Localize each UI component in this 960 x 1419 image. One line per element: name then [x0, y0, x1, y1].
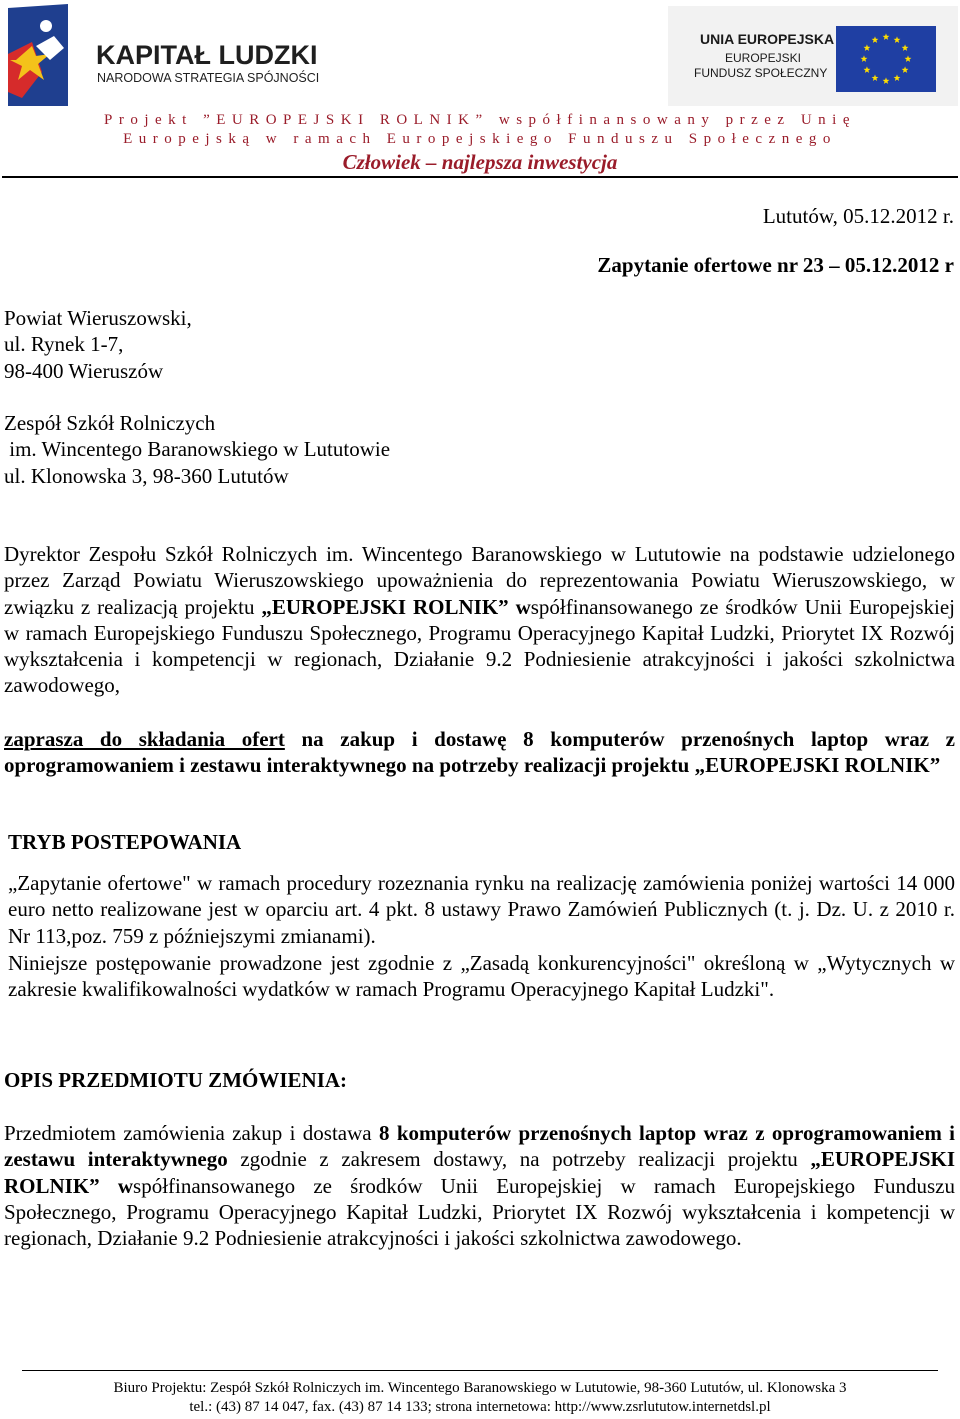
project-title-line2: Europejską w ramach Europejskiego Funduszu Społecznego	[123, 131, 837, 147]
project-title-line1: Projekt ”EUROPEJSKI ROLNIK” współfinansowany przez Unię	[103, 112, 856, 128]
motto: Człowiek – najlepsza inwestycja	[342, 150, 618, 174]
footer-line1: Biuro Projektu: Zespół Szkół Rolniczych im. Wincentego Baranowskiego w Lututowie, 98-360 Lututów, ul. Klonowska 3	[113, 1380, 847, 1396]
intro-part1: Dyrektor Zespołu Szkół Rolniczych im. Wincentego Baranowskiego w Lututowie na podstawie udzielonego przez Zarząd Powiatu Wieruszowskiego upoważnienia do reprezentowania Powiatu Wieruszowskiego, w związku z realizacją projektu	[4, 542, 955, 619]
subject-part2: zgodnie z zakresem dostawy, na potrzeby realizacji projektu	[227, 1147, 811, 1172]
school-line3: ul. Klonowska 3, 98-360 Lututów	[4, 463, 289, 488]
subject-bold2: „EUROPEJSKI ROLNIK” w	[4, 1147, 956, 1198]
subject-part1: Przedmiotem zamówienia zakup i dostawa	[4, 1121, 379, 1145]
header-divider	[2, 176, 958, 178]
intro-part2: spółfinansowanego ze środków Unii Europejskiej w ramach Europejskiego Funduszu Społecznego, Programu Operacyjnego Kapitał Ludzki, Priorytet IX Rozwój wykształcenia i kompetencji w regionach, Działanie 9.2 Podniesienie atrakcyjności i jakości szkolnictwa zawodowego,	[4, 594, 955, 698]
inquiry-title: Zapytanie ofertowe nr 23 – 05.12.2012 r	[597, 253, 954, 277]
subject-bold1: 8 komputerów przenośnych laptop wraz z oprogramowaniem i zestawu interaktywnego	[4, 1121, 955, 1172]
document-date: Lututów, 05.12.2012 r.	[762, 204, 954, 228]
subject-part3: spółfinansowanego ze środków Unii Europejskiej w ramach Europejskiego Funduszu Społecznego, Programu Operacyjnego Kapitał Ludzki, Priorytet IX Rozwój wykształcenia i kompetencji w regionach, Działanie 9.2 Podniesienie atrakcyjności i jakości szkolnictwa zawodowego.	[4, 1173, 955, 1251]
invitation-underlined: zaprasza do składania ofert	[4, 727, 285, 751]
eu-logo-line2: EUROPEJSKI	[725, 51, 802, 65]
intro-paragraph	[4, 541, 955, 699]
recipient-line3: 98-400 Wieruszów	[4, 358, 164, 383]
school-address	[4, 410, 390, 489]
kapital-ludzki-emblem-icon	[8, 4, 68, 106]
procedure-paragraph2: Niniejsze postępowanie prowadzone jest zgodnie z „Zasadą konkurencyjności" określoną w „Wytycznych w zakresie kwalifikowalności wydatków w ramach Programu Operacyjnego Kapitał Ludzki".	[8, 951, 955, 1002]
eu-social-fund-logo	[668, 6, 958, 106]
subject-paragraph	[4, 1120, 955, 1251]
kapital-ludzki-title: KAPITAŁ LUDZKI	[96, 40, 318, 70]
footer-line2: tel.: (43) 87 14 047, fax. (43) 87 14 133; strona internetowa: http://www.zsrlututow.internetdsl.pl	[189, 1399, 771, 1415]
footer-divider	[22, 1370, 938, 1371]
recipient-address	[4, 305, 192, 384]
procedure-paragraph1: „Zapytanie ofertowe" w ramach procedury rozeznania rynku na realizację zamówienia poniżej wartości 14 000 euro netto realizowane jest w oparciu art. 4 pkt. 8 ustawy Prawo Zamówień Publicznych (t. j. Dz. U. z 2010 r. Nr 113,poz. 759 z późniejszymi zmianami).	[8, 871, 955, 948]
subject-heading: OPIS PRZEDMIOTU ZMÓWIENIA:	[4, 1068, 348, 1092]
procedure-heading: TRYB POSTEPOWANIA	[8, 830, 242, 854]
eu-logo-line1: UNIA EUROPEJSKA	[700, 31, 835, 47]
eu-logo-line3: FUNDUSZ SPOŁECZNY	[694, 66, 828, 80]
kapital-ludzki-logo	[2, 2, 342, 106]
school-line1: Zespół Szkół Rolniczych	[4, 411, 216, 435]
kapital-ludzki-subtitle: NARODOWA STRATEGIA SPÓJNOŚCI	[97, 71, 320, 85]
invitation-rest: na zakup i dostawę 8 komputerów przenośnych laptop wraz z oprogramowaniem i zestawu interaktywnego na potrzeby realizacji projektu „EUROPEJSKI ROLNIK”	[4, 727, 955, 778]
recipient-line1: Powiat Wieruszowski,	[4, 306, 192, 330]
recipient-line2: ul. Rynek 1-7,	[4, 332, 124, 357]
school-line2: im. Wincentego Baranowskiego w Lututowie	[4, 437, 391, 462]
intro-project-name: „EUROPEJSKI ROLNIK” w	[261, 594, 531, 619]
eu-flag-icon	[836, 26, 936, 92]
invitation-paragraph	[4, 726, 955, 779]
